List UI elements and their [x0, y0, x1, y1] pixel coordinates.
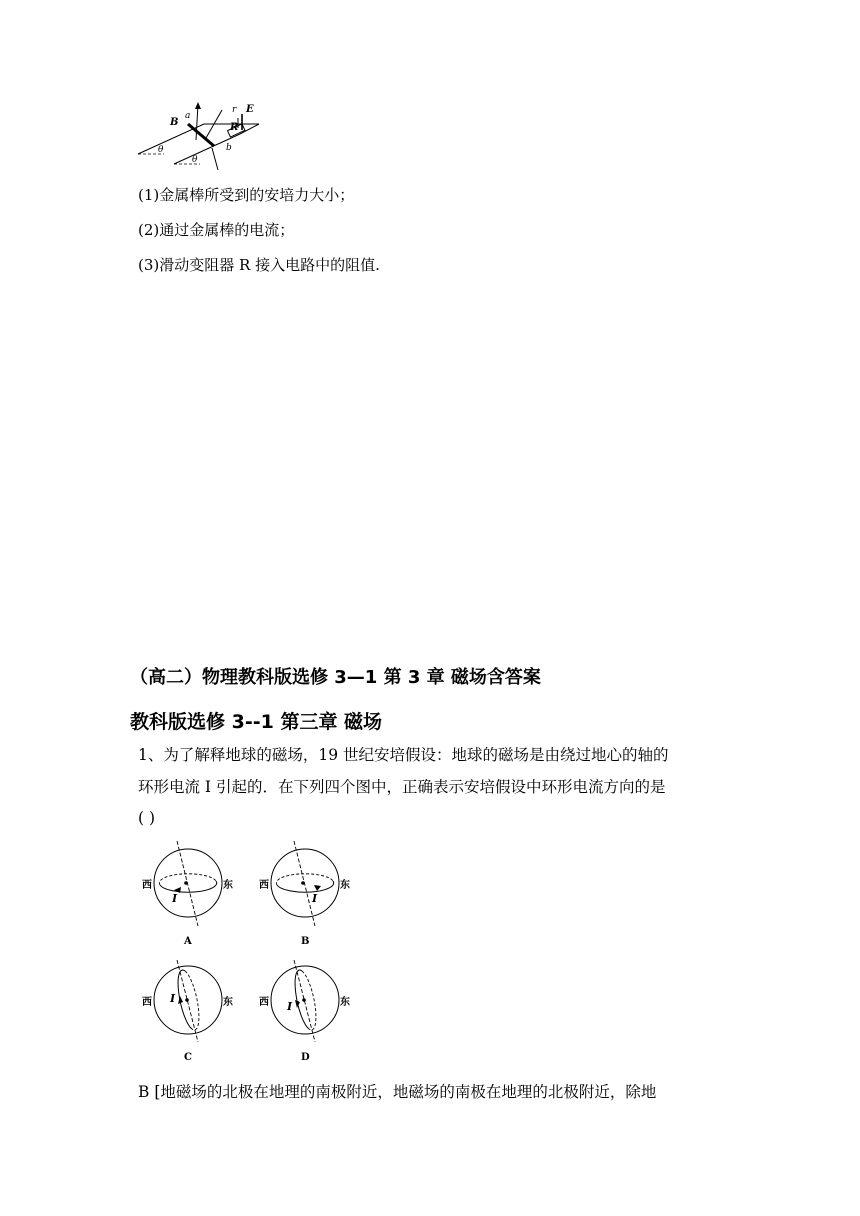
option-letter-a: A [184, 936, 192, 947]
option-letter-c: C [184, 1052, 192, 1063]
chapter-title: 教科版选修 3--1 第三章 磁场 [130, 711, 383, 733]
question-part-2: (2)通过金属棒的电流； [138, 221, 295, 239]
east-label-a: 东 [223, 880, 233, 891]
label-E: E [246, 104, 254, 115]
question-part-3: (3)滑动变阻器 R 接入电路中的阻值. [138, 256, 380, 274]
east-label-d: 东 [340, 997, 350, 1008]
current-label-a: I [172, 892, 178, 905]
option-figure-a [140, 838, 240, 950]
question-1-line-2: 环形电流 I 引起的．在下列四个图中，正确表示安培假设中环形电流方向的是 [138, 778, 666, 796]
west-label-c: 西 [142, 997, 152, 1008]
current-label-c: I [170, 992, 176, 1005]
answer-explanation: B [地磁场的北极在地理的南极附近，地磁场的南极在地理的北极附近，除地 [138, 1083, 657, 1101]
label-theta-2: θ [192, 155, 198, 165]
option-figure-b [257, 838, 357, 950]
question-1-choice-bracket: ( ) [138, 809, 156, 827]
current-label-d: I [287, 1000, 293, 1013]
current-label-b: I [312, 892, 318, 905]
option-figure-c [140, 958, 240, 1064]
document-title: （高二）物理教科版选修 3—1 第 3 章 磁场含答案 [130, 667, 541, 688]
label-R: R [230, 122, 239, 133]
label-theta-1: θ [158, 145, 164, 155]
option-letter-b: B [301, 936, 310, 947]
east-label-c: 东 [223, 997, 233, 1008]
inclined-rail-figure [134, 100, 270, 170]
west-label-a: 西 [142, 880, 152, 891]
west-label-b: 西 [259, 880, 269, 891]
label-r: r [232, 105, 237, 115]
label-B: B [170, 117, 179, 128]
question-part-1: (1)金属棒所受到的安培力大小； [138, 186, 355, 204]
west-label-d: 西 [259, 997, 269, 1008]
label-a: a [185, 111, 191, 121]
label-b: b [226, 143, 232, 153]
question-1-line-1: 1、为了解释地球的磁场，19 世纪安培假设：地球的磁场是由绕过地心的轴的 [138, 746, 669, 764]
option-letter-d: D [301, 1052, 310, 1063]
option-figure-d [257, 958, 357, 1064]
east-label-b: 东 [340, 880, 350, 891]
